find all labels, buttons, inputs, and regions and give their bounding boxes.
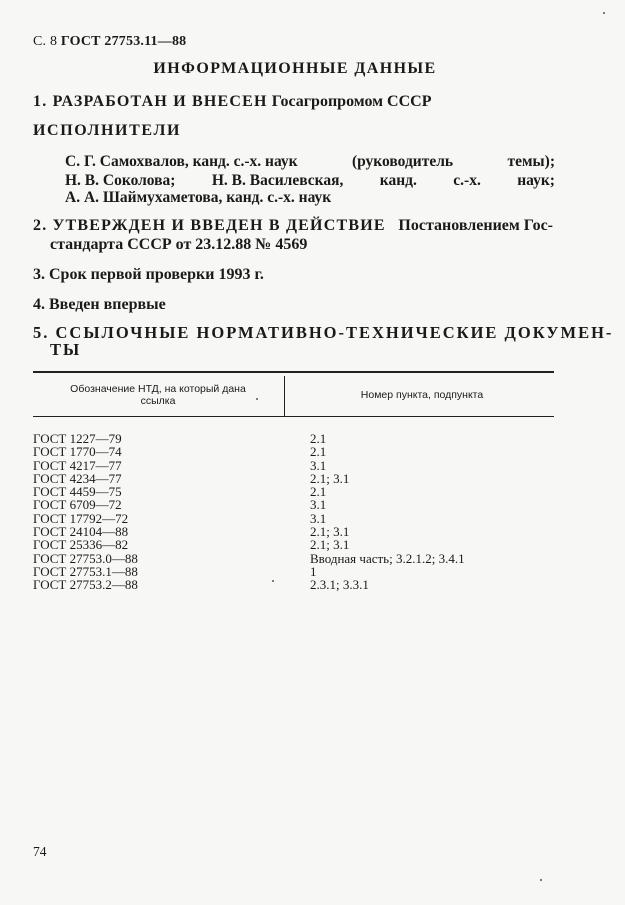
table-cell-document: ГОСТ 1770—74 (33, 444, 122, 460)
section-2-rest: Постановлением Гос- (398, 217, 553, 234)
table-cell-clause: 2.1; 3.1 (310, 470, 350, 486)
table-cell-document: ГОСТ 4234—77 (33, 470, 122, 486)
table-header-divider (284, 376, 285, 416)
table-cell-document: ГОСТ 4217—77 (33, 457, 122, 473)
executors-line-3: А. А. Шаймухаметова, канд. с.-х. наук (65, 189, 332, 206)
scan-speck (256, 398, 258, 400)
section-5-line-2: ТЫ (50, 340, 82, 359)
table-top-rule (33, 371, 554, 373)
section-3: 3. Срок первой проверки 1993 г. (33, 266, 264, 283)
section-2-line-2: стандарта СССР от 23.12.88 № 4569 (50, 236, 308, 253)
table-cell-clause: 3.1 (310, 457, 327, 473)
section-2-lead: 2. УТВЕРЖДЕН И ВВЕДЕН В ДЕЙСТВИЕ (33, 217, 386, 234)
table-cell-clause: 2.1; 3.1 (310, 524, 350, 540)
table-cell-clause: 1 (310, 563, 317, 579)
table-header-rule (33, 416, 554, 417)
scan-speck (603, 12, 605, 14)
table-cell-clause: 2.1 (310, 431, 327, 446)
table-cell-clause: Вводная часть; 3.2.1.2; 3.4.1 (310, 550, 465, 566)
scan-speck (272, 580, 274, 582)
section-1-rest: Госагропромом СССР (271, 93, 432, 110)
executor-text-part: наук; (517, 172, 555, 189)
table-cell-clause: 2.1 (310, 484, 327, 500)
section-1 (33, 93, 431, 111)
page-number: 74 (33, 844, 47, 859)
executor-text-part: Н. В. Василевская, (211, 172, 344, 189)
page-header (33, 34, 186, 50)
table-cell-document: ГОСТ 17792—72 (33, 510, 129, 526)
table-cell-clause: 3.1 (310, 510, 327, 526)
table-cell-document: ГОСТ 6709—72 (33, 497, 122, 513)
executors-line-1 (65, 153, 555, 171)
section-5-line-1: 5. ССЫЛОЧНЫЕ НОРМАТИВНО-ТЕХНИЧЕСКИЕ ДОКУМЕН- (33, 323, 614, 342)
document-code: ГОСТ 27753.11—88 (60, 34, 187, 49)
table-header-col1: Обозначение НТД, на который дана ссылка (70, 383, 246, 407)
table-col-documents (33, 432, 138, 592)
table-cell-document: ГОСТ 1227—79 (33, 431, 122, 446)
table-cell-document: ГОСТ 25336—82 (33, 537, 129, 553)
table-cell-clause: 2.3.1; 3.3.1 (310, 577, 369, 593)
table-cell-document: ГОСТ 4459—75 (33, 484, 122, 500)
section-1-lead: 1. РАЗРАБОТАН И ВНЕСЕН (33, 93, 268, 110)
executors-line-2 (65, 172, 555, 190)
section-2-line-1 (33, 217, 553, 235)
executor-text-part: (руководитель (351, 153, 454, 170)
page-title: ИНФОРМАЦИОННЫЕ ДАННЫЕ (153, 60, 437, 77)
section-4: 4. Введен впервые (33, 296, 166, 313)
executor-text-part: канд. (379, 172, 417, 189)
executor-text-part: темы); (507, 153, 555, 170)
executor-text-part: Н. В. Соколова; (65, 172, 176, 189)
table-header-col2: Номер пункта, подпункта (360, 389, 484, 401)
page-ref: С. 8 (33, 34, 58, 49)
table-cell-clause: 3.1 (310, 497, 327, 513)
executor-text-part: С. Г. Самохвалов, канд. с.-х. наук (65, 153, 298, 170)
table-cell-document: ГОСТ 27753.0—88 (33, 550, 138, 566)
table-cell-clause: 2.1 (310, 444, 327, 460)
table-cell-document: ГОСТ 27753.1—88 (33, 563, 138, 579)
executor-text-part: с.-х. (453, 172, 481, 189)
scan-speck (540, 879, 542, 881)
executors-heading: ИСПОЛНИТЕЛИ (33, 122, 182, 139)
table-cell-clause: 2.1; 3.1 (310, 537, 350, 553)
table-cell-document: ГОСТ 24104—88 (33, 524, 129, 540)
table-col-clauses (310, 432, 465, 592)
table-cell-document: ГОСТ 27753.2—88 (33, 577, 138, 593)
